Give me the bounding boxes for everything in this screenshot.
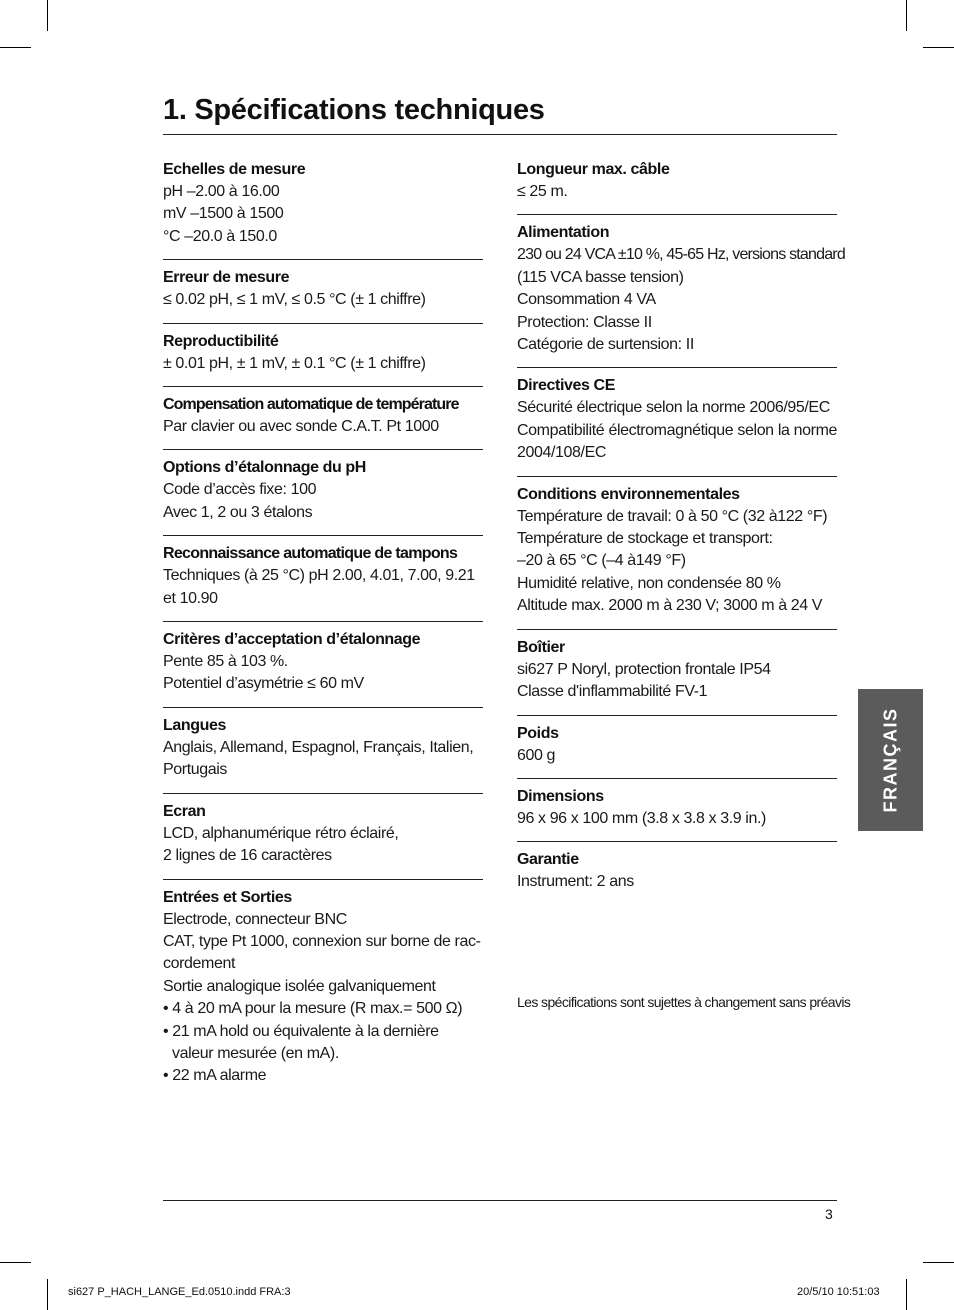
spec-line: Compatibilité électromagnétique selon la norme 2004/108/EC xyxy=(517,421,837,462)
spec-line: 96 x 96 x 100 mm (3.8 x 3.8 x 3.9 in.) xyxy=(517,809,766,827)
section-title: Dimensions xyxy=(517,787,604,805)
spec-line: cordement xyxy=(163,955,235,973)
spec-line: Humidité relative, non condensée 80 % xyxy=(517,574,781,592)
section-title: Alimentation xyxy=(517,224,610,242)
footer-rule xyxy=(163,1200,837,1201)
section-title: Directives CE xyxy=(517,377,615,395)
spec-line: Sortie analogique isolée galvaniquement xyxy=(163,977,436,995)
spec-line: Techniques (à 25 °C) pH 2.00, 4.01, 7.00, 9.21 xyxy=(163,567,475,585)
spec-section-calibration-acceptance xyxy=(163,621,483,707)
crop-mark-bottom-left-h xyxy=(0,1262,31,1263)
spec-section-housing xyxy=(517,629,837,715)
spec-line: Sécurité électrique selon la norme 2006/95/EC xyxy=(517,399,830,417)
spec-section-temperature-compensation xyxy=(163,386,483,449)
spec-line: pH –2.00 à 16.00 xyxy=(163,183,280,200)
spec-line: Catégorie de surtension: II xyxy=(517,336,694,354)
spec-line: Température de stockage et transport: xyxy=(517,530,773,548)
spec-line: Altitude max. 2000 m à 230 V; 3000 m à 24 V xyxy=(517,597,823,615)
bullet-item: • 22 mA alarme xyxy=(163,1067,267,1085)
spec-section-ph-calibration-options xyxy=(163,449,483,535)
spec-section-languages xyxy=(163,707,483,793)
spec-line: 230 ou 24 VCA ±10 %, 45-65 Hz, versions standard xyxy=(517,246,845,264)
spec-line: Electrode, connecteur BNC xyxy=(163,910,347,928)
spec-line: ± 0.01 pH, ± 1 mV, ± 0.1 °C (± 1 chiffre) xyxy=(163,354,426,372)
section-title: Echelles de mesure xyxy=(163,161,306,178)
spec-section-inputs-outputs xyxy=(163,879,483,1099)
section-title: Boîtier xyxy=(517,638,565,656)
spec-line: Avec 1, 2 ou 3 étalons xyxy=(163,503,313,521)
spec-section-power-supply xyxy=(517,214,845,367)
spec-line: –20 à 65 °C (–4 à149 °F) xyxy=(517,552,686,570)
language-side-tab xyxy=(858,689,923,831)
crop-mark-top-left-h xyxy=(0,47,31,48)
spec-line: si627 P Noryl, protection frontale IP54 xyxy=(517,660,771,678)
crop-mark-top-right-h xyxy=(923,47,954,48)
spec-line: Code d’accès fixe: 100 xyxy=(163,481,317,499)
page-title: 1. Spécifications techniques xyxy=(163,94,545,126)
spec-line: Consommation 4 VA xyxy=(517,291,656,309)
spec-line: Potentiel d’asymétrie ≤ 60 mV xyxy=(163,675,364,693)
print-slug-file: si627 P_HACH_LANGE_Ed.0510.indd FRA:3 xyxy=(68,1286,291,1298)
language-tab-label: FRANÇAIS xyxy=(880,707,900,813)
spec-section-ce-directives xyxy=(517,367,837,475)
spec-section-max-cable-length xyxy=(517,159,837,214)
spec-line: ≤ 0.02 pH, ≤ 1 mV, ≤ 0.5 °C (± 1 chiffre) xyxy=(163,291,426,309)
spec-line: mV –1500 à 1500 xyxy=(163,205,284,223)
spec-section-display xyxy=(163,793,483,879)
spec-line: Par clavier ou avec sonde C.A.T. Pt 1000 xyxy=(163,418,439,436)
section-title: Poids xyxy=(517,724,559,742)
spec-line: Portugais xyxy=(163,761,227,779)
spec-line: 600 g xyxy=(517,746,556,764)
section-title: Entrées et Sorties xyxy=(163,888,292,906)
section-title: Reconnaissance automatique de tampons xyxy=(163,545,458,563)
crop-mark-top-right-v xyxy=(906,0,907,31)
spec-line: 2 lignes de 16 caractères xyxy=(163,847,332,865)
spec-section-buffer-recognition xyxy=(163,535,483,621)
spec-line: Pente 85 à 103 %. xyxy=(163,653,288,671)
disclaimer-note: Les spécifications sont sujettes à changement sans préavis xyxy=(517,994,851,1010)
title-rule xyxy=(163,134,837,135)
print-slug-date: 20/5/10 10:51:03 xyxy=(797,1286,880,1298)
section-title: Options d’étalonnage du pH xyxy=(163,459,366,477)
spec-section-reproducibility xyxy=(163,323,483,386)
spec-line: Instrument: 2 ans xyxy=(517,873,634,891)
crop-mark-bottom-right-h xyxy=(923,1262,954,1263)
spec-line: Protection: Classe II xyxy=(517,313,652,331)
right-column xyxy=(517,159,845,905)
spec-section-environmental-conditions xyxy=(517,476,837,629)
spec-line: Température de travail: 0 à 50 °C (32 à122 °F) xyxy=(517,507,828,525)
section-title: Erreur de mesure xyxy=(163,269,290,287)
spec-line: (115 VCA basse tension) xyxy=(517,268,684,286)
spec-line: Classe d'inflammabilité FV-1 xyxy=(517,683,708,701)
section-title: Longueur max. câble xyxy=(517,161,670,178)
spec-line: ≤ 25 m. xyxy=(517,183,568,200)
spec-section-dimensions xyxy=(517,778,837,841)
page-number: 3 xyxy=(825,1206,833,1222)
section-title: Reproductibilité xyxy=(163,332,279,350)
spec-line: LCD, alphanumérique rétro éclairé, xyxy=(163,824,399,842)
section-title: Ecran xyxy=(163,802,206,820)
spec-line: CAT, type Pt 1000, connexion sur borne de rac- xyxy=(163,932,481,950)
spec-line: °C –20.0 à 150.0 xyxy=(163,227,277,245)
section-title: Critères d’acceptation d’étalonnage xyxy=(163,631,421,649)
left-column xyxy=(163,159,483,1099)
spec-line: Anglais, Allemand, Espagnol, Français, Italien, xyxy=(163,738,474,756)
spec-section-measurement-error xyxy=(163,259,483,322)
section-title: Langues xyxy=(163,716,226,734)
crop-mark-bottom-right-v xyxy=(906,1279,907,1310)
spec-section-warranty xyxy=(517,841,837,904)
spec-section-weight xyxy=(517,715,837,778)
bullet-item: • 21 mA hold ou équivalente à la dernière valeur mesurée (en mA). xyxy=(163,1022,439,1062)
crop-mark-bottom-left-v xyxy=(47,1279,48,1310)
section-title: Compensation automatique de température xyxy=(163,396,459,414)
section-title: Garantie xyxy=(517,851,579,869)
spec-section-measuring-range xyxy=(163,159,483,259)
section-title: Conditions environnementales xyxy=(517,485,740,503)
bullet-item: • 4 à 20 mA pour la mesure (R max.= 500 Ω) xyxy=(163,1000,463,1018)
spec-line: et 10.90 xyxy=(163,589,218,607)
crop-mark-top-left-v xyxy=(47,0,48,31)
